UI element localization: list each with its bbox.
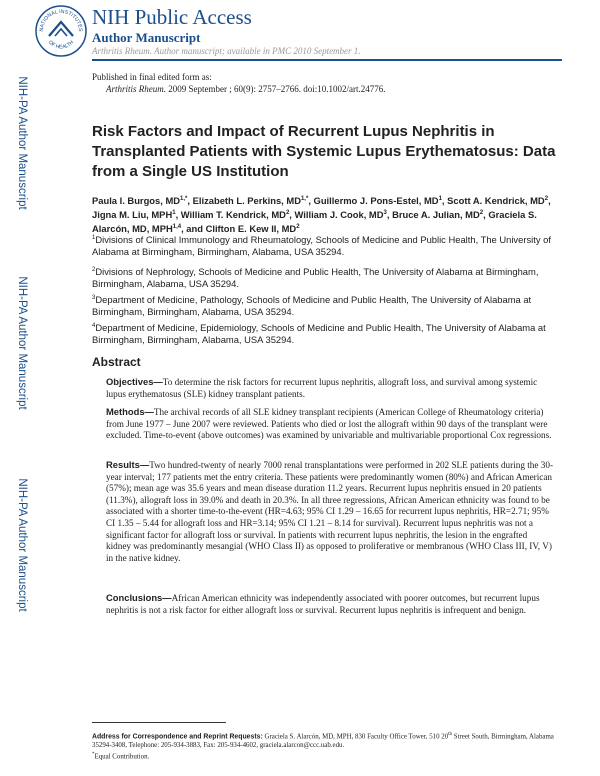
author-name: Graciela S. Alarcón, MD, MPH — [92, 209, 537, 235]
affiliation-2: $^2$Divisions of Nephrology, Schools of Medicine and Public Health, The University of Alabama at Birmingham, Birmingham, Alabama, USA 35294. — [92, 266, 539, 290]
abstract-results: Results—Two hundred-twenty of nearly 7000 renal transplantations were performed in 202 SLE patients during the 30-year interval; 177 patients met the entry criteria. These patients were predominantly women (80%) and African American (57%); mean age was 35.6 years and mean disease duration 11.2 years. Recurrent lupus nephritis ensued in 20 patients (11.3%), allograft loss in 39.0% and death in 20.3%. In all three regressions, African American ethnicity was found to be associated with a shorter time-to-the-event (HR=4.63; 95% CI 1.29 – 16.65 for recurrent lupus nephritis, HR=2.71; 95% CI 1.35 – 5.44 for allograft loss and HR=3.14; 95% CI 1.21 – 8.14 for survival). Recurrent lupus nephritis was not a significant factor for allograft loss or survival. In patients with recurrent lupus nephritis, the lesion in the engrafted kidney was predominantly mesangial (WHO Class II) as opposed to proliferative or membranous (WHO Class III, IV, V) in the native kidney. — [106, 459, 554, 563]
author-affiliation-marker: 1,* — [180, 196, 188, 202]
author-name: Scott A. Kendrick, MD — [447, 195, 545, 207]
sidebar-label-middle: NIH-PA Author Manuscript — [16, 276, 28, 410]
correspondence-note: Address for Correspondence and Reprint Requests: Graciela S. Alarcón, MD, MPH, 830 Faculty Office Tower, 510 20th Street South, Birmingham, Alabama 35294-3408, Telephone: 205-934-3883, Fax: 205-934-4602, graciela.alarcon@ccc.uab.edu. — [92, 732, 554, 750]
header-divider — [92, 59, 562, 61]
publication-line: Published in final edited form as: — [92, 72, 212, 82]
author-name: Guillermo J. Pons-Estel, MD — [313, 195, 439, 207]
author-name: Bruce A. Julian, MD — [392, 209, 480, 221]
author-list: Paula I. Burgos, $MD^{1,*}$, Elizabeth L. Perkins, $MD^{1,*}$, Guillermo J. Pons-Estel, $MD^1$, Scott A. Kendrick, $MD^2$, Jigna M. Liu, MPH$^1$, William T. Kendrick, $MD^2$, William J. Cook, $MD^3$, Bruce A. Julian, $MD^2$, Graciela S. Alarcón, MD, MPH$^{1,4}$, and Clifton E. Kew II, $MD^2$ — [92, 195, 551, 235]
author-affiliation-marker: 3 — [383, 210, 387, 217]
author-affiliation-marker: 2 — [479, 210, 484, 217]
author-name: Paula I. Burgos, MD — [92, 195, 181, 207]
objectives-label: Objectives— — [106, 376, 163, 387]
author-name: William T. Kendrick, MD — [180, 209, 286, 221]
author-affiliation-marker: 1,* — [300, 196, 309, 202]
sidebar-label-bottom: NIH-PA Author Manuscript — [16, 478, 28, 612]
abstract-objectives: Objectives—To determine the risk factors for recurrent lupus nephritis, allograft loss, and survival among systemic lupus erythematosus (SLE) kidney transplant patients. — [106, 376, 538, 399]
author-name: Elizabeth L. Perkins, MD — [192, 195, 301, 207]
publication-info — [92, 71, 385, 95]
logo-inner-roof-icon — [55, 29, 67, 36]
author-affiliation-marker: 2 — [285, 210, 290, 217]
author-affiliation-marker: 1 — [438, 196, 442, 202]
author-affiliation-marker: 1,4 — [172, 224, 182, 231]
article-title: Risk Factors and Impact of Recurrent Lupus Nephritis in Transplanted Patients with Systemic Lupus Erythematosus: Data from a Single US Institution — [92, 123, 556, 180]
affiliation-3: $^3$Department of Medicine, Pathology, Schools of Medicine and Public Health, The University of Alabama at Birmingham, Birmingham, Alabama, USA 35294. — [92, 294, 532, 318]
sidebar — [0, 0, 44, 776]
header-citation: Arthritis Rheum. Author manuscript; available in PMC 2010 September 1. — [92, 46, 361, 56]
author-affiliation-marker: 2 — [544, 196, 549, 202]
publication-reference — [92, 83, 385, 95]
sidebar-label-top: NIH-PA Author Manuscript — [16, 76, 28, 210]
logo-text-top: NATIONAL INSTITUTES — [38, 8, 84, 32]
header-subtitle: Author Manuscript — [92, 30, 201, 45]
equal-contribution-note: *Equal Contribution. — [92, 752, 150, 761]
author-affiliation-marker: 2 — [296, 224, 300, 231]
abstract-heading: Abstract — [92, 355, 141, 369]
author-name: William J. Cook, MD — [294, 209, 384, 221]
affiliation-4: $^4$Department of Medicine, Epidemiology, Schools of Medicine and Public Health, The University of Alabama at Birmingham, Birmingham, Alabama, USA 35294. — [92, 322, 546, 346]
nih-logo — [34, 4, 88, 58]
publication-details: 2009 September ; 60(9): 2757–2766. doi:10.1002/art.24776. — [166, 84, 386, 94]
footnote-divider — [92, 722, 226, 723]
logo-text-bottom: OF HEALTH — [46, 39, 76, 51]
affiliation-1: $^1$Divisions of Clinical Immunology and Rheumatology, Schools of Medicine and Public Health, The University of Alabama at Birmingham, Birmingham, Alabama, USA 35294. — [92, 234, 551, 258]
results-label: Results— — [106, 459, 150, 470]
footnote — [92, 730, 562, 762]
author-name: Jigna M. Liu, MPH — [92, 209, 173, 221]
journal-name: Arthritis Rheum. — [106, 84, 166, 94]
methods-label: Methods— — [106, 406, 154, 417]
abstract-methods: Methods—The archival records of all SLE kidney transplant recipients (American College of Rheumatology criteria) from June 1977 – June 2007 were reviewed. Patients who died or lost the allograft within 90 days of the transplant were excluded. Time-to-event (above outcomes) was examined by univariable and multivariable proportional Cox regressions. — [106, 406, 552, 441]
header-title: NIH Public Access — [92, 5, 252, 29]
author-affiliation-marker: 1 — [172, 210, 176, 217]
conclusions-label: Conclusions— — [106, 592, 172, 603]
abstract-conclusions: Conclusions—African American ethnicity was independently associated with poorer outcomes, but recurrent lupus nephritis is not a risk factor for either allograft loss or survival. Recurrent lupus nephritis is infrequent and benign. — [106, 592, 540, 615]
author-name: Clifton E. Kew II, MD — [205, 223, 297, 235]
